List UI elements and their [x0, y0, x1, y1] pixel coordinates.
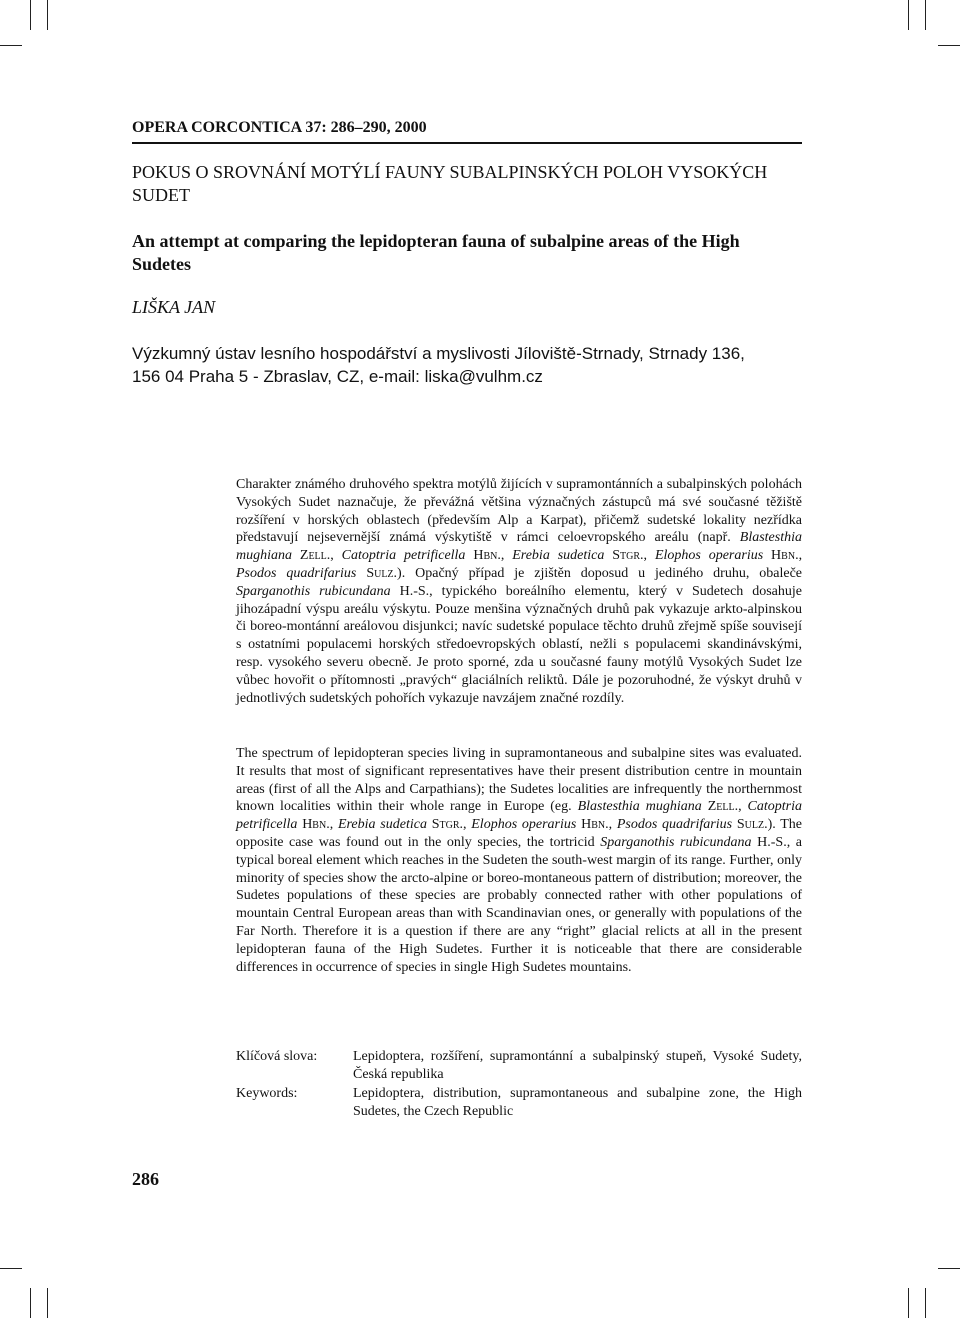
journal-header: OPERA CORCONTICA 37: 286–290, 2000	[132, 118, 802, 144]
crop-mark	[908, 0, 909, 30]
keywords-value: Lepidoptera, rozšíření, supramontánní a subalpinský stupeň, Vysoké Sudety, Česká republika	[353, 1049, 802, 1082]
crop-mark	[30, 1288, 31, 1318]
affiliation-line: 156 04 Praha 5 - Zbraslav, CZ, e-mail: liska@vulhm.cz	[132, 367, 543, 386]
title-czech: POKUS O SROVNÁNÍ MOTÝLÍ FAUNY SUBALPINSKÝCH POLOH VYSOKÝCH SUDET	[132, 162, 768, 205]
page-number: 286	[132, 1169, 159, 1189]
crop-mark	[47, 0, 48, 30]
affiliation-line: Výzkumný ústav lesního hospodářství a myslivosti Jíloviště-Strnady, Strnady 136,	[132, 344, 745, 363]
affiliation	[132, 342, 802, 388]
keywords-value: Lepidoptera, distribution, supramontaneous and subalpine zone, the High Sudetes, the Czech Republic	[353, 1086, 802, 1119]
keywords-label: Klíčová slova:	[236, 1049, 318, 1064]
crop-mark	[30, 0, 31, 30]
crop-mark	[925, 1288, 926, 1318]
keywords-label: Keywords:	[236, 1086, 298, 1101]
title-english: An attempt at comparing the lepidopteran fauna of subalpine areas of the High Sudetes	[132, 231, 740, 274]
crop-mark	[0, 1268, 22, 1269]
abstract-english: The spectrum of lepidopteran species living in supramontaneous and subalpine sites was evaluated. It results that most of significant representatives have their present distribution centre in mountain areas (first of all the Alps and Carpathians); the Sudetes localities are infrequently the northernmost known localities within their whole range in Europe (eg. Blastesthia mughiana Zell., Catoptria petrificella Hbn., Erebia sudetica Stgr., Elophos operarius Hbn., Psodos quadrifarius Sulz.). The opposite case was found out in the only species, the tortricid Sparganothis rubicundana H.-S., a typical boreal element which reaches in the Sudeten the south-west margin of its range. Further, only minority of species show the arcto-alpine or boreo-montaneous pattern of distribution; moreover, the Sudetes populations of these species are probably connected rather with other populations of mountain Central European areas than with Scandinavian ones, or generally with populations of the Far North. Therefore it is a question if there are any “right” glacial relicts at all in the present lepidopteran fauna of the High Sudetes. Further it is noticeable that there are considerable differences in occurrence of species in single High Sudetes mountains.	[236, 746, 803, 975]
crop-mark	[938, 45, 960, 46]
author-name: LIŠKA JAN	[132, 297, 216, 317]
crop-mark	[47, 1288, 48, 1318]
crop-mark	[0, 45, 22, 46]
crop-mark	[925, 0, 926, 30]
abstract-czech: Charakter známého druhového spektra motýlů žijících v supramontánních a subalpinských polohách Vysokých Sudet naznačuje, že převážná většina význačných zástupců má své současné těžiště rozšíření v horských oblastech (především Alp a Karpat), přičemž sudetské lokality nezřídka představují nejsevernější známá výskytiště v rámci celoevropského areálu (např. Blastesthia mughiana Zell., Catoptria petrificella Hbn., Erebia sudetica Stgr., Elophos operarius Hbn., Psodos quadrifarius Sulz.). Opačný případ je zjištěn doposud u jediného druhu, obaleče Sparganothis rubicundana H.-S., typického boreálního elementu, který v Sudetech dosahuje jihozápadní výspu areálu výskytu. Pouze menšina význačných druhů pak vykazuje arkto-alpinskou či boreo-montánní areálovou disjunkci; navíc sudetské populace těchto druhů zřejmě spíše souvisejí s ostatními populacemi horských středoevropských oblastí, nežli s populacemi skandinávskými, resp. vysokého severu obecně. Je proto sporné, zda u současné fauny motýlů Vysokých Sudet lze vůbec hovořit o přítomnosti „pravých“ glaciálních reliktů. Dále je pozoruhodné, že výskyt druhů v jednotlivých sudetských pohořích vykazuje navzájem značné rozdíly.	[236, 477, 803, 706]
crop-mark	[938, 1268, 960, 1269]
crop-mark	[908, 1288, 909, 1318]
